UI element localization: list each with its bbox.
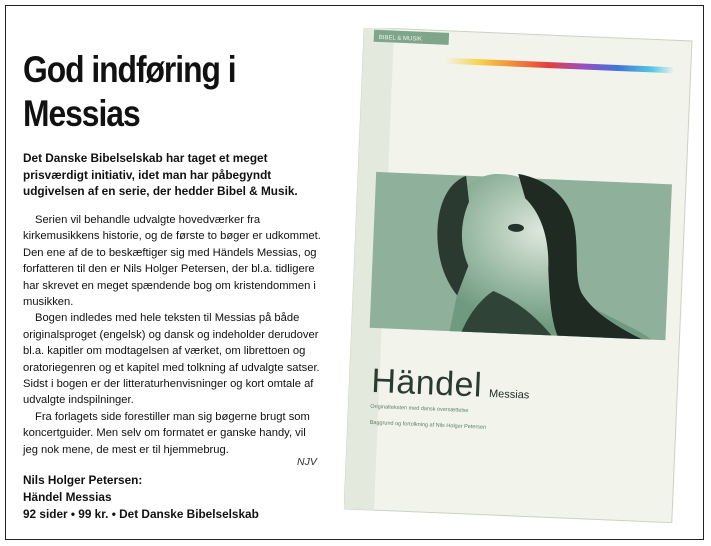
lead-paragraph: Det Danske Bibelselskab har taget et meget prisværdigt initiativ, idet man har påbegyndt udgivelsen af en serie, der hedder Bibel & Musik. bbox=[23, 151, 298, 198]
cover-subtitle-2: Baggrund og fortolkning af Nils Holger Petersen bbox=[369, 419, 487, 431]
article-body bbox=[23, 212, 323, 458]
body-paragraph: Fra forlagets side forestiller man sig bøgerne brugt som koncertguider. Men selv om formatet er ganske handy, vil jeg nok mene, de mest er til hjemmebrug. bbox=[23, 410, 310, 456]
credit-title: Händel Messias bbox=[23, 490, 112, 504]
cover-title-sub: Messias bbox=[488, 387, 530, 402]
cover-subtitle-1: Originalteksten med dansk oversættelse bbox=[370, 403, 469, 414]
headline: God indføring i Messias bbox=[23, 49, 236, 134]
book-cover-image bbox=[344, 28, 694, 523]
author-initials: NJV bbox=[297, 456, 317, 468]
body-paragraph: Bogen indledes med hele teksten til Messias på både originalsproget (engelsk) og dansk og indeholder derudover bl.a. kapitler om modtagelsen af værket, om librettoen og oratoriegenren og et kapitel med tolkning af udvalgte satser. Sidst i bogen er der litteraturhenvisninger og kort omtale af udvalgte indspilninger. bbox=[23, 312, 320, 407]
credit-author: Nils Holger Petersen: bbox=[23, 473, 143, 487]
body-paragraph: Serien vil behandle udvalgte hovedværker fra kirkemusikkens historie, og de første to bøger er udkommet. Den ene af de to beskæftiger sig med Händels Messias, og forfatteren til den er Nils Holger Petersen, der bl.a. tidligere har skrevet en meget spændende bog om kristendommen i musikken. bbox=[23, 214, 321, 309]
series-label: BIBEL & MUSIK bbox=[378, 34, 423, 43]
cover-title: Händel bbox=[370, 361, 483, 405]
book-credit bbox=[23, 472, 323, 523]
credit-details: 92 sider • 99 kr. • Det Danske Bibelselskab bbox=[23, 507, 259, 521]
